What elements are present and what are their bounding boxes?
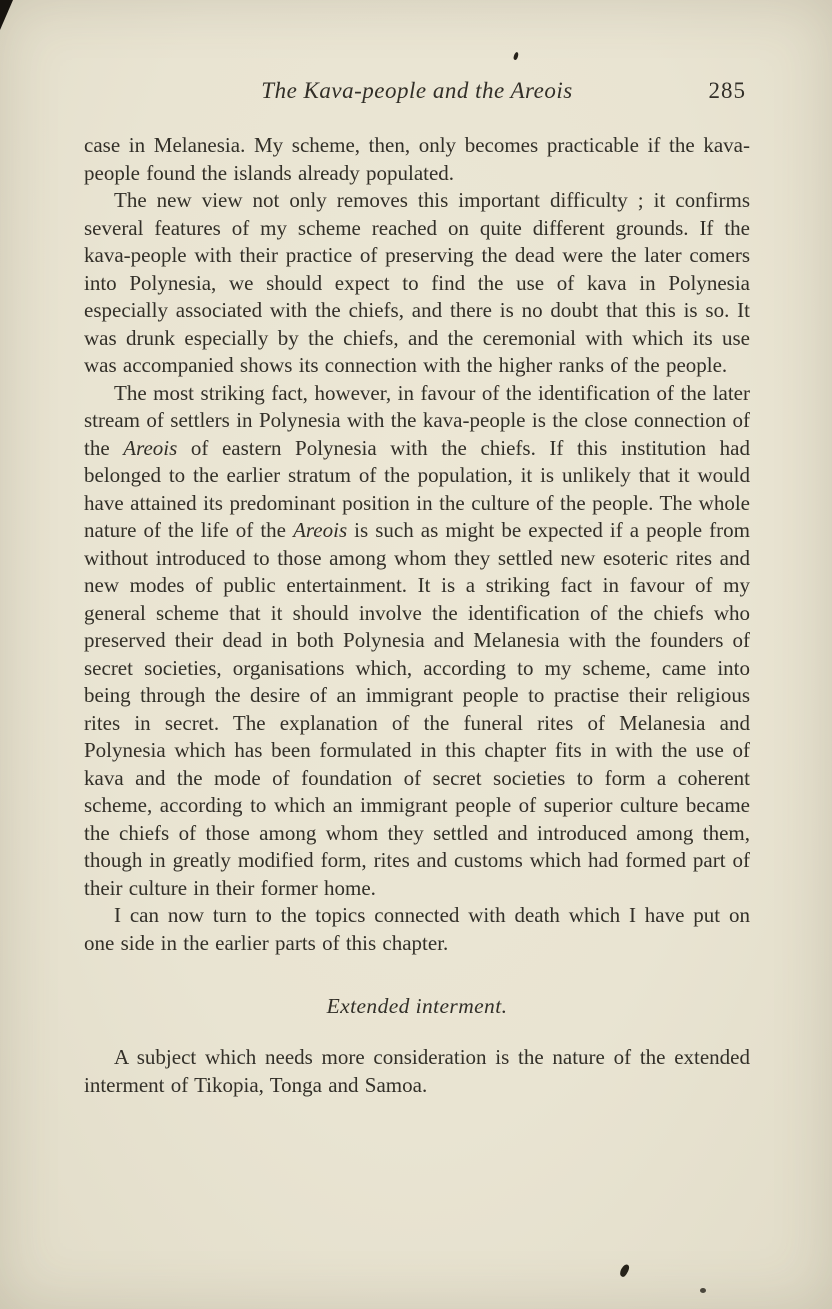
paragraph: case in Melanesia. My scheme, then, only becomes practicable if the kava-people found the islands already populated. [84, 133, 750, 185]
ink-speck [700, 1288, 706, 1293]
page-number: 285 [708, 78, 746, 103]
section-heading: Extended interment. [326, 994, 508, 1018]
page-content [84, 132, 750, 1099]
paragraph: The new view not only removes this important difficulty ; it confirms several features of my scheme reached on quite different grounds. If the kava-people with their practice of preserving the dead were the later comers into Polynesia, we should expect to find the use of kava in Polynesia especially associated with the chiefs, and there is no doubt that this is so. It was drunk especially by the chiefs, and the ceremonial with which its use was accompanied shows its connection with the higher ranks of the people. [84, 188, 750, 377]
ink-speck [513, 52, 519, 61]
ink-speck [618, 1263, 630, 1278]
running-header [84, 76, 750, 110]
italic-term: Areois [293, 518, 348, 542]
running-header-title: The Kava-people and the Areois [261, 78, 573, 103]
paragraph: A subject which needs more consideration is the nature of the extended interment of Tikopia, Tonga and Samoa. [84, 1045, 750, 1097]
italic-term: Areois [123, 435, 178, 460]
text-block [84, 76, 750, 1099]
page-corner-mark [0, 0, 13, 30]
paragraph: The most striking fact, however, in favour of the identification of the later stream of settlers in Polynesia with the kava-people is the close connection of the Areois of eastern Polynesia with the chiefs. If this institution had belonged to the earlier stratum of the population, it is unlikely that it would have attained its predominant position in the culture of the people. The whole nature of the life of the Areois is such as might be expected if a people from without introduced to those among whom they settled new esoteric rites and new modes of public entertainment. It is a striking fact in favour of my general scheme that it should involve the identification of the chiefs who preserved their dead in both Polynesia and Melanesia with the founders of secret societies, organisations which, according to my scheme, came into being through the desire of an immigrant people to practise their religious rites in secret. The explanation of the funeral rites of Melanesia and Polynesia which has been formulated in this chapter fits in with the use of kava and the mode of foundation of secret societies to form a coherent scheme, according to which an immigrant people of superior culture became the chiefs of those among whom they settled and introduced among them, though in greatly modified form, rites and customs which had formed part of their culture in their former home. [84, 380, 751, 900]
paragraph: I can now turn to the topics connected with death which I have put on one side in the earlier parts of this chapter. [84, 903, 750, 955]
